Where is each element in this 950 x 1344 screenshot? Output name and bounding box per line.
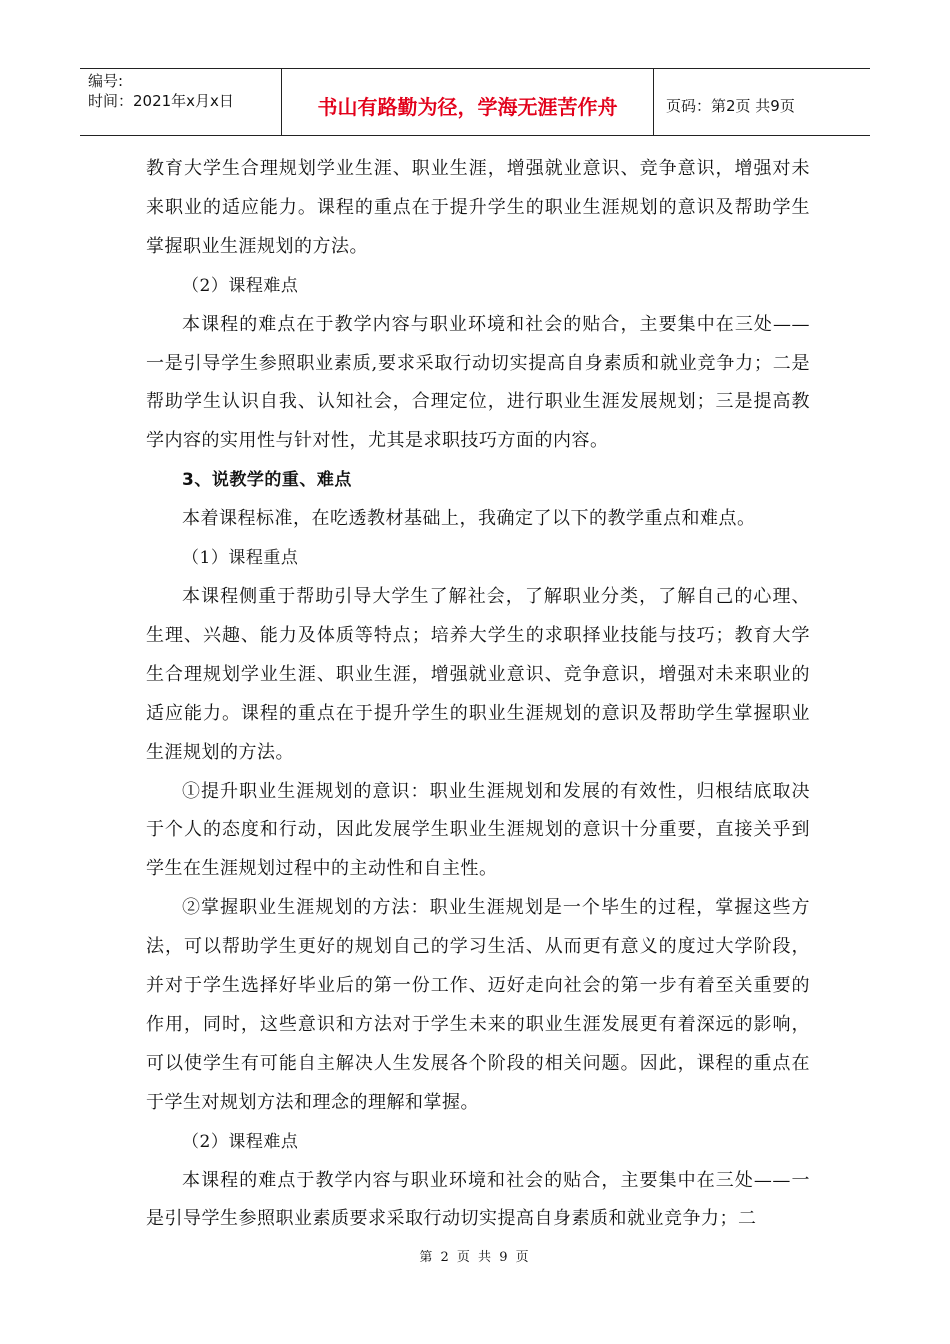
document-header — [80, 68, 870, 136]
paragraph: 本课程的难点于教学内容与职业环境和社会的贴合，主要集中在三处——一是引导学生参照职业素质要求采取行动切实提高自身素质和就业竞争力；二 — [146, 1169, 810, 1230]
subheading: （1）课程重点 — [182, 548, 299, 569]
document-body — [146, 150, 810, 1239]
section-heading: 3、说教学的重、难点 — [182, 470, 352, 491]
paragraph: ②掌握职业生涯规划的方法：职业生涯规划是一个毕生的过程，掌握这些方法，可以帮助学生更好的规划自己的学习生活、从而更有意义的度过大学阶段，并对于学生选择好毕业后的第一份工作、迈好走向社会的第一步有着至关重要的作用，同时，这些意识和方法对于学生未来的职业生涯发展更有着深远的影响，可以使学生有可能自主解决人生发展各个阶段的相关问题。因此，课程的重点在于学生对规划方法和理念的理解和掌握。 — [146, 897, 810, 1113]
paragraph: 本课程的难点在于教学内容与职业环境和社会的贴合，主要集中在三处——一是引导学生参照职业素质,要求采取行动切实提高自身素质和就业竞争力；二是帮助学生认识自我、认知社会，合理定位，进行职业生涯发展规划；三是提高教学内容的实用性与针对性，尤其是求职技巧方面的内容。 — [146, 313, 810, 452]
paragraph: 本课程侧重于帮助引导大学生了解社会，了解职业分类，了解自己的心理、生理、兴趣、能力及体质等特点；培养大学生的求职择业技能与技巧；教育大学生合理规划学业生涯、职业生涯，增强就业意识、竞争意识，增强对未来职业的适应能力。课程的重点在于提升学生的职业生涯规划的意识及帮助学生掌握职业生涯规划的方法。 — [146, 585, 810, 763]
header-page-code: 页码：第2页 共9页 — [666, 96, 795, 115]
subheading: （2）课程难点 — [182, 275, 299, 296]
document-number-label: 编号: — [88, 72, 124, 90]
paragraph: ①提升职业生涯规划的意识：职业生涯规划和发展的有效性，归根结底取决于个人的态度和行动，因此发展学生职业生涯规划的意识十分重要，直接关乎到学生在生涯规划过程中的主动性和自主性。 — [146, 780, 810, 880]
subheading: （2）课程难点 — [182, 1131, 299, 1152]
header-meta — [80, 69, 282, 135]
paragraph: 教育大学生合理规划学业生涯、职业生涯，增强就业意识、竞争意识，增强对未来职业的适应能力。课程的重点在于提升学生的职业生涯规划的意识及帮助学生掌握职业生涯规划的方法。 — [146, 158, 810, 257]
paragraph: 本着课程标准，在吃透教材基础上，我确定了以下的教学重点和难点。 — [182, 508, 756, 530]
header-motto: 书山有路勤为径，学海无涯苦作舟 — [282, 69, 654, 135]
document-time-label: 时间：2021年x月x日 — [88, 92, 234, 110]
page-footer: 第 2 页 共 9 页 — [419, 1250, 531, 1265]
